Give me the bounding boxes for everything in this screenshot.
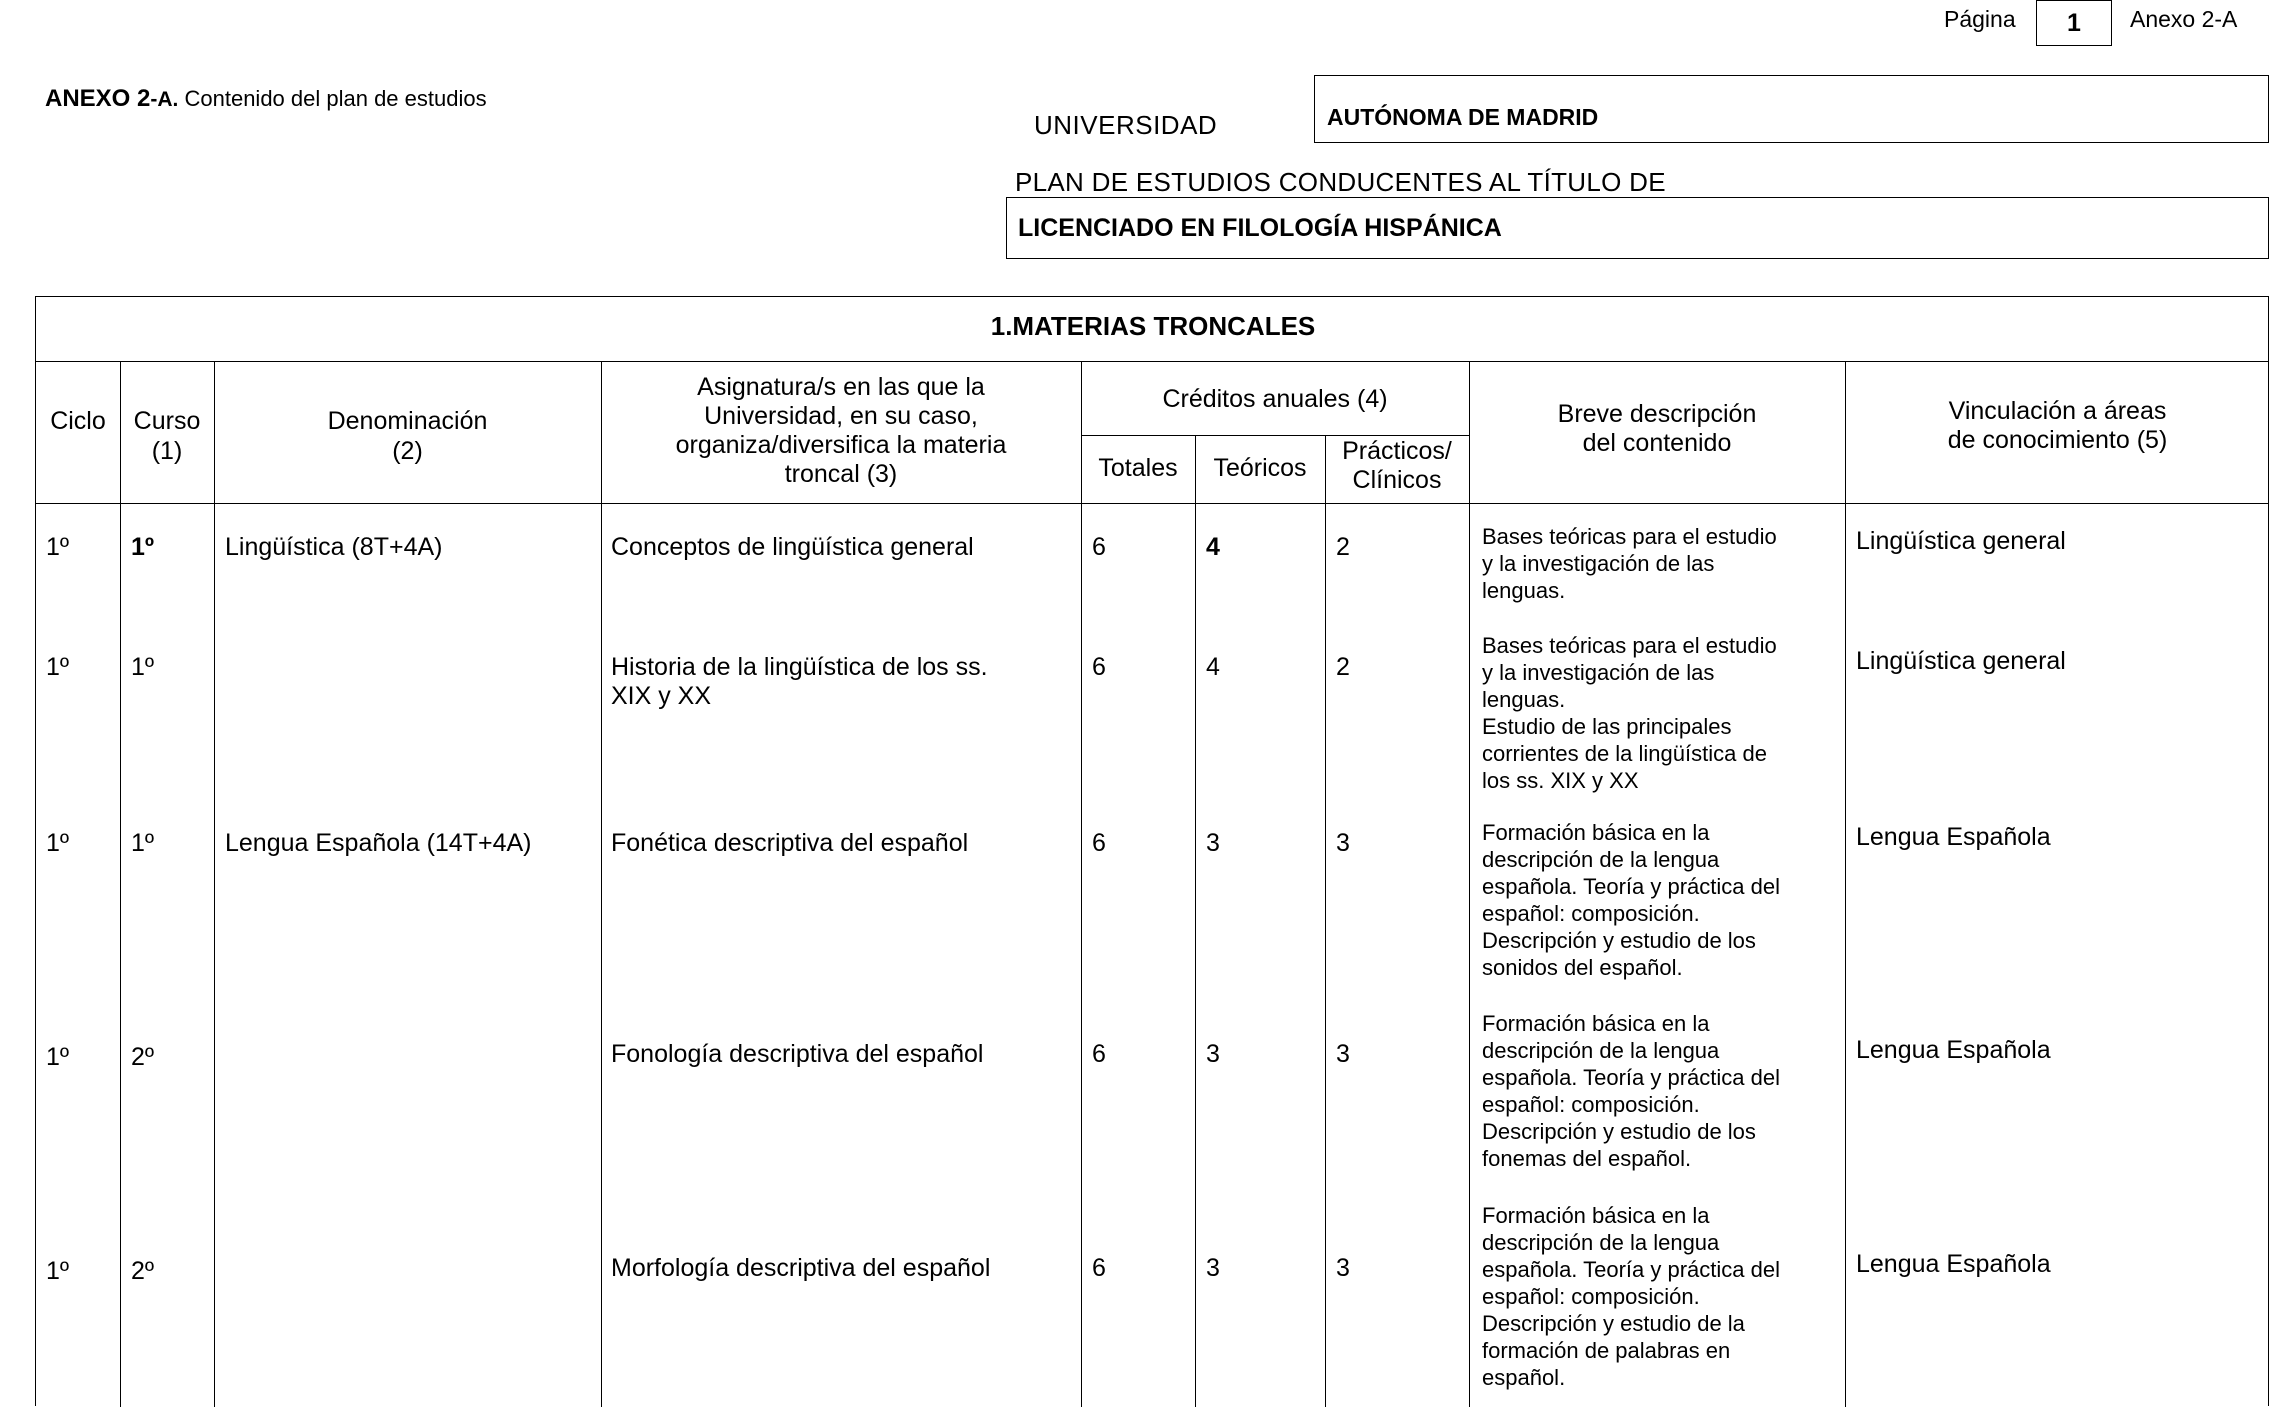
desc-line: Descripción y estudio de los: [1482, 928, 1756, 953]
desc-line: español: composición.: [1482, 1092, 1700, 1117]
desc-line: española. Teoría y práctica del: [1482, 1065, 1780, 1090]
cell-curso: 1º: [131, 829, 155, 857]
desc-line: descripción de la lengua: [1482, 1230, 1720, 1255]
annex-title-bold: ANEXO 2: [45, 85, 151, 112]
desc-line: Formación básica en la: [1482, 1203, 1710, 1228]
cell-asignatura: Fonología descriptiva del español: [611, 1040, 984, 1068]
cell-descripcion: [1482, 632, 1777, 794]
header-curso: Curso: [133, 407, 201, 435]
header-teoricos: Teóricos: [1213, 454, 1307, 482]
cell-asignatura: Fonética descriptiva del español: [611, 829, 969, 857]
university-label: UNIVERSIDAD: [1034, 110, 1218, 140]
desc-line: sonidos del español.: [1482, 955, 1683, 980]
degree-title-box: LICENCIADO EN FILOLOGÍA HISPÁNICA: [1006, 197, 2269, 259]
cell-vinculacion: Lengua Española: [1856, 1250, 2051, 1278]
cell-teoricos: 3: [1206, 1254, 1220, 1282]
cell-teoricos: 3: [1206, 829, 1220, 857]
cell-denominacion: Lingüística (8T+4A): [225, 533, 443, 561]
cell-asignatura: Morfología descriptiva del español: [611, 1254, 991, 1282]
cell-practicos: 2: [1336, 533, 1350, 561]
cell-totales: 6: [1092, 653, 1106, 681]
header-asignatura-line4: troncal (3): [784, 460, 898, 488]
cell-vinculacion: Lengua Española: [1856, 823, 2051, 851]
cell-descripcion: [1482, 1202, 1780, 1391]
desc-line: los ss. XIX y XX: [1482, 768, 1639, 793]
desc-line: español: composición.: [1482, 1284, 1700, 1309]
university-value-box: AUTÓNOMA DE MADRID: [1314, 75, 2269, 143]
desc-line: lenguas.: [1482, 687, 1566, 712]
cell-descripcion: [1482, 1010, 1780, 1172]
cell-curso: 1º: [131, 533, 155, 561]
desc-line: Estudio de las principales: [1482, 714, 1732, 739]
cell-asignatura: [611, 653, 988, 711]
header-curso-note: (1): [151, 437, 183, 465]
col-rule-1: [120, 361, 121, 1407]
desc-line: Formación básica en la: [1482, 1011, 1710, 1036]
header-bottom-rule: [36, 503, 2268, 504]
desc-line: y la investigación de las: [1482, 551, 1715, 576]
cell-totales: 6: [1092, 1254, 1106, 1282]
desc-line: lenguas.: [1482, 578, 1566, 603]
header-ciclo: Ciclo: [50, 407, 106, 435]
cell-ciclo: 1º: [46, 1257, 70, 1285]
section-title: 1.MATERIAS TRONCALES: [990, 311, 1316, 341]
annex-title-text: Contenido del plan de estudios: [178, 86, 487, 111]
desc-line: corrientes de la lingüística de: [1482, 741, 1767, 766]
cell-practicos: 3: [1336, 1040, 1350, 1068]
cell-ciclo: 1º: [46, 653, 70, 681]
cell-practicos: 3: [1336, 829, 1350, 857]
cell-teoricos: 4: [1206, 653, 1220, 681]
header-creditos: Créditos anuales (4): [1162, 385, 1388, 413]
cell-vinculacion: Lingüística general: [1856, 527, 2066, 555]
cell-ciclo: 1º: [46, 1043, 70, 1071]
col-rule-7: [1469, 361, 1470, 1407]
cell-vinculacion: Lingüística general: [1856, 647, 2066, 675]
desc-line: Bases teóricas para el estudio: [1482, 633, 1777, 658]
credits-sub-rule: [1081, 435, 1469, 436]
desc-line: español.: [1482, 1365, 1566, 1390]
cell-ciclo: 1º: [46, 533, 70, 561]
cell-curso: 2º: [131, 1257, 155, 1285]
cell-ciclo: 1º: [46, 829, 70, 857]
desc-line: descripción de la lengua: [1482, 847, 1720, 872]
asignatura-line: Historia de la lingüística de los ss.: [611, 653, 988, 681]
desc-line: española. Teoría y práctica del: [1482, 1257, 1780, 1282]
desc-line: española. Teoría y práctica del: [1482, 874, 1780, 899]
desc-line: descripción de la lengua: [1482, 1038, 1720, 1063]
header-asignatura-line1: Asignatura/s en las que la: [697, 373, 985, 401]
page-number-box: 1: [2036, 0, 2112, 46]
col-rule-2: [214, 361, 215, 1407]
col-rule-5: [1195, 435, 1196, 1407]
desc-line: fonemas del español.: [1482, 1146, 1692, 1171]
header-vinculacion: Vinculación a áreas: [1948, 397, 2167, 425]
cell-descripcion: [1482, 819, 1780, 981]
header-asignatura-line2: Universidad, en su caso,: [704, 402, 978, 430]
header-denominacion: Denominación: [327, 407, 488, 435]
desc-line: Bases teóricas para el estudio: [1482, 524, 1777, 549]
col-rule-6: [1325, 435, 1326, 1407]
desc-line: formación de palabras en: [1482, 1338, 1731, 1363]
cell-totales: 6: [1092, 533, 1106, 561]
cell-teoricos: 3: [1206, 1040, 1220, 1068]
col-rule-3: [601, 361, 602, 1407]
header-breve-2: del contenido: [1582, 429, 1732, 457]
col-rule-4: [1081, 361, 1082, 1407]
desc-line: Formación básica en la: [1482, 820, 1710, 845]
cell-totales: 6: [1092, 1040, 1106, 1068]
asignatura-line: XIX y XX: [611, 682, 712, 710]
cell-practicos: 2: [1336, 653, 1350, 681]
col-rule-8: [1845, 361, 1846, 1407]
cell-totales: 6: [1092, 829, 1106, 857]
cell-practicos: 3: [1336, 1254, 1350, 1282]
header-denominacion-note: (2): [392, 437, 423, 465]
annex-title: [45, 85, 487, 113]
cell-teoricos: 4: [1206, 533, 1220, 561]
header-asignatura-line3: organiza/diversifica la materia: [675, 431, 1007, 459]
desc-line: Descripción y estudio de los: [1482, 1119, 1756, 1144]
header-top-rule: [36, 361, 2268, 362]
header-totales: Totales: [1098, 454, 1178, 482]
cell-descripcion: [1482, 523, 1777, 604]
page-label: Página: [1944, 6, 2016, 32]
desc-line: español: composición.: [1482, 901, 1700, 926]
plan-label: PLAN DE ESTUDIOS CONDUCENTES AL TÍTULO DE: [1015, 167, 1666, 197]
annex-label: Anexo 2-A: [2130, 6, 2238, 32]
cell-curso: 2º: [131, 1043, 155, 1071]
desc-line: y la investigación de las: [1482, 660, 1715, 685]
annex-title-code: -A.: [150, 88, 179, 111]
header-clinicos: Clínicos: [1352, 466, 1442, 494]
cell-asignatura: Conceptos de lingüística general: [611, 533, 974, 561]
cell-denominacion: Lengua Española (14T+4A): [225, 829, 532, 857]
cell-curso: 1º: [131, 653, 155, 681]
header-breve: Breve descripción: [1557, 400, 1757, 428]
header-practicos: Prácticos/: [1342, 437, 1452, 465]
cell-vinculacion: Lengua Española: [1856, 1036, 2051, 1064]
header-vinculacion-2: de conocimiento (5): [1947, 426, 2168, 454]
desc-line: Descripción y estudio de la: [1482, 1311, 1745, 1336]
subjects-table: [35, 296, 2269, 1406]
